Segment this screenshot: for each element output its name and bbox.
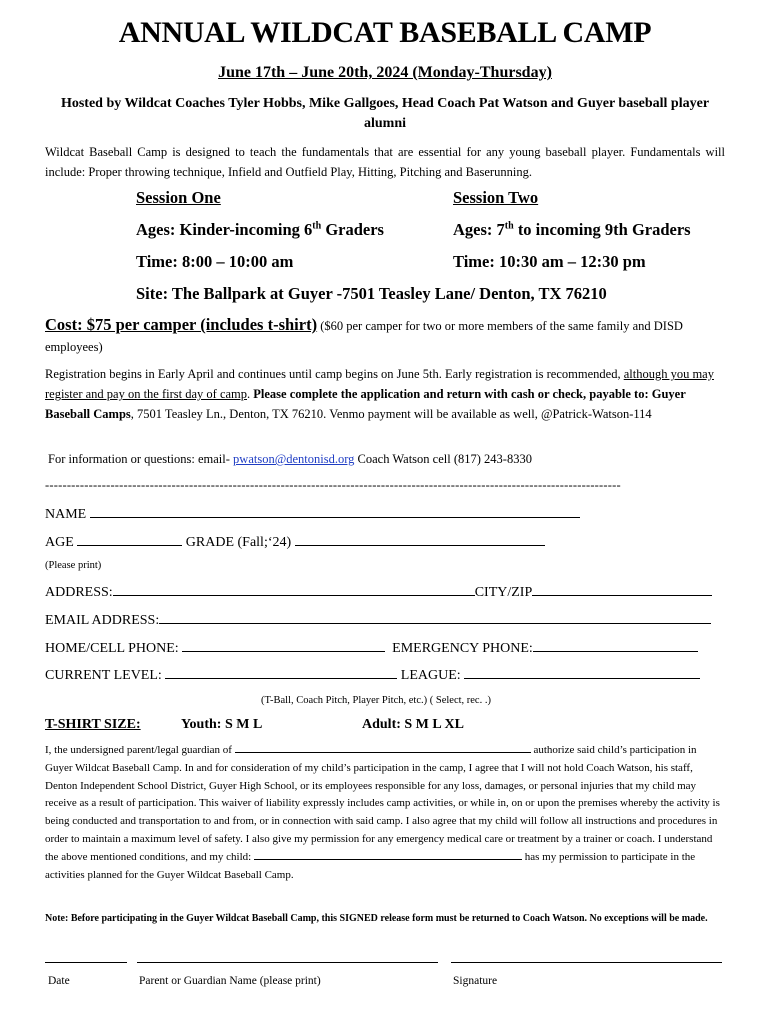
- hosted-by: Hosted by Wildcat Coaches Tyler Hobbs, Mike Gallgoes, Head Coach Pat Watson and Guyer baseball player alumni: [60, 96, 710, 131]
- city-zip-field[interactable]: [532, 583, 712, 596]
- name-label: NAME: [45, 507, 87, 522]
- cost-detail: ($60 per camper for two or more members of the same family and DISD employees): [45, 319, 683, 354]
- league-label: LEAGUE:: [400, 668, 461, 683]
- camp-dates-text: June 17th – June 20th, 2024 (Monday-Thursday): [218, 64, 552, 81]
- contact-prefix: For information or questions: email-: [48, 452, 234, 466]
- registration-bold: Please complete the application and return with cash or check, payable to: Guyer Baseball Camps: [45, 387, 686, 421]
- session-one-time: Time: 8:00 – 10:00 am: [136, 252, 294, 271]
- cost-main: Cost: $75 per camper (includes t-shirt): [45, 315, 318, 334]
- emergency-phone-label: EMERGENCY PHONE:: [392, 641, 533, 656]
- signature-label: Signature: [453, 975, 498, 987]
- please-print-note: (Please print): [45, 560, 102, 571]
- session-two-ages: [453, 220, 691, 240]
- session-two-ages-sup: th: [504, 220, 514, 232]
- session-two-heading: Session Two: [453, 188, 539, 207]
- session-one-ages-text: Ages: Kinder-incoming 6: [136, 220, 313, 239]
- grade-label: GRADE (Fall;‘24): [185, 535, 292, 550]
- registration-text-1: Registration begins in Early April and continues until camp begins on June 5th. Early registration is recommended,: [45, 367, 624, 381]
- session-two-ages-suffix: to incoming 9th Graders: [513, 220, 691, 239]
- session-one-ages-sup: th: [312, 220, 322, 232]
- address-row: [45, 583, 712, 601]
- waiver-part-2: authorize said child’s participation in Guyer Wildcat Baseball Camp. In and for consideration of my child’s participation in the camp, I agree that I will not hold Coach Watson, his staff, Denton Independent School District, Guyer High School, or its employees responsible for any loss, damages, or personal injuries that my child may receive as a result of participation. This waiver of liability expressly includes camp activities, or while in, on or upon the premises whereby the activity is being conducted and transportation to and from, or in connection with said camp. I also agree that my child will follow all instructions and procedures in order to maintain a maximum level of safety. I also give my permission for any emergency medical care or treatment by a trainer or coach. I understand the above mentioned conditions, and my child:: [45, 744, 720, 863]
- date-label: Date: [48, 975, 70, 987]
- registration-paragraph: [45, 364, 725, 424]
- date-line[interactable]: [45, 962, 127, 963]
- registration-underlined: although you may register and pay on the first day of camp: [45, 367, 714, 401]
- level-hint: (T-Ball, Coach Pitch, Player Pitch, etc.) ( Select, rec. .): [261, 695, 491, 706]
- email-label: EMAIL ADDRESS:: [45, 613, 160, 628]
- email-link[interactable]: pwatson@dentonisd.org: [233, 452, 355, 466]
- tshirt-youth-sizes: Youth: S M L: [181, 717, 263, 732]
- current-level-label: CURRENT LEVEL:: [45, 668, 162, 683]
- address-label: ADDRESS:: [45, 585, 113, 600]
- name-row: [45, 505, 580, 523]
- registration-text-3: , 7501 Teasley Ln., Denton, TX 76210. Venmo payment will be available as well, @Patrick-Watson-114: [130, 407, 652, 421]
- email-row: [45, 611, 711, 629]
- tshirt-adult-sizes: Adult: S M L XL: [362, 717, 464, 732]
- child-name-field[interactable]: [235, 742, 531, 753]
- home-phone-label: HOME/CELL PHONE:: [45, 641, 179, 656]
- emergency-phone-field[interactable]: [533, 639, 698, 652]
- session-one-ages-suffix: Graders: [321, 220, 384, 239]
- phone-row: [45, 639, 698, 657]
- waiver-part-1: I, the undersigned parent/legal guardian of: [45, 744, 235, 756]
- name-field[interactable]: [90, 505, 580, 518]
- contact-info: [48, 452, 532, 467]
- address-field[interactable]: [113, 583, 475, 596]
- contact-suffix: Coach Watson cell (817) 243-8330: [354, 452, 532, 466]
- cost-paragraph: [45, 314, 725, 358]
- cut-line-divider: ------------------------------------------------------------------------------------------------------------------------------------: [45, 478, 621, 492]
- session-one-ages: [136, 220, 384, 240]
- release-note: Note: Before participating in the Guyer Wildcat Baseball Camp, this SIGNED release form must be returned to Coach Watson. No exceptions will be made.: [45, 913, 708, 924]
- session-one-heading: Session One: [136, 188, 221, 207]
- league-field[interactable]: [464, 666, 700, 679]
- child-name-field-2[interactable]: [254, 849, 522, 860]
- intro-paragraph: Wildcat Baseball Camp is designed to teach the fundamentals that are essential for any young baseball player. Fundamentals will include: Proper throwing technique, Infield and Outfield Play, Hitting, Pitching and Baserunning.: [45, 145, 725, 179]
- camp-dates: [0, 64, 770, 82]
- age-field[interactable]: [77, 533, 182, 546]
- registration-text-2: .: [247, 387, 254, 401]
- email-field[interactable]: [159, 611, 711, 624]
- city-zip-label: CITY/ZIP: [474, 585, 533, 600]
- current-level-field[interactable]: [165, 666, 397, 679]
- age-label: AGE: [45, 535, 74, 550]
- age-grade-row: [45, 533, 545, 551]
- signature-line[interactable]: [451, 962, 722, 963]
- page-title: ANNUAL WILDCAT BASEBALL CAMP: [118, 16, 652, 49]
- session-two-ages-text: Ages: 7: [453, 220, 505, 239]
- tshirt-label: T-SHIRT SIZE:: [45, 717, 141, 732]
- home-phone-field[interactable]: [182, 639, 385, 652]
- grade-field[interactable]: [295, 533, 545, 546]
- liability-waiver: [45, 742, 725, 884]
- camp-site: Site: The Ballpark at Guyer -7501 Teasley Lane/ Denton, TX 76210: [136, 284, 607, 303]
- parent-name-line[interactable]: [137, 962, 438, 963]
- session-two-time: Time: 10:30 am – 12:30 pm: [453, 252, 646, 271]
- parent-name-label: Parent or Guardian Name (please print): [139, 975, 321, 987]
- level-row: [45, 666, 700, 684]
- waiver-part-3: has my permission to participate in the activities planned for the Guyer Wildcat Baseball Camp.: [45, 850, 696, 881]
